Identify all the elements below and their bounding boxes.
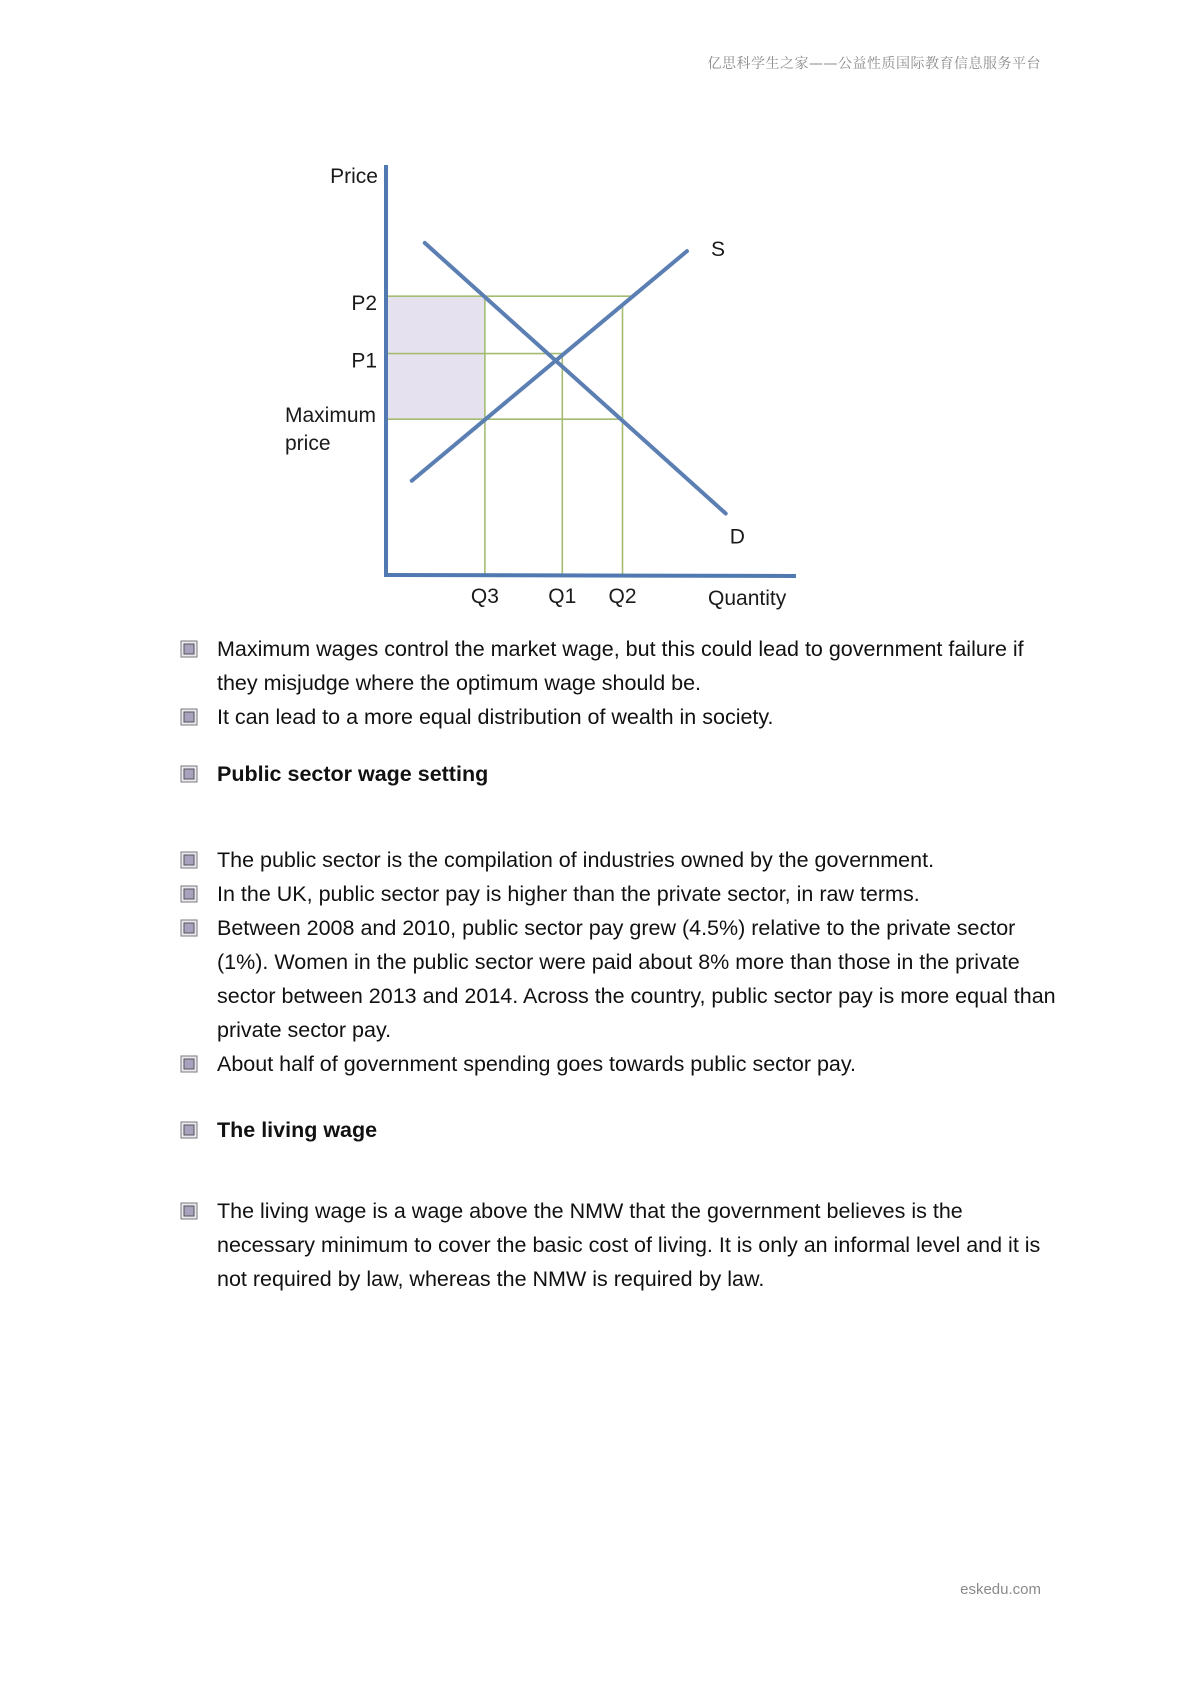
list-item: [180, 1047, 1060, 1081]
price-level-label: P2: [351, 292, 377, 316]
bullet-icon: [180, 885, 198, 903]
list-item: [180, 1194, 1060, 1296]
list-item: [180, 911, 1060, 1047]
section-heading: [180, 1113, 1060, 1147]
bullet-icon: [180, 640, 198, 658]
bullet-icon: [180, 708, 198, 726]
list-item: [180, 843, 1060, 877]
heading-text: The living wage: [217, 1118, 378, 1142]
list-item: [180, 700, 1060, 734]
bullet-icon: [180, 1202, 198, 1220]
supply-label: S: [711, 238, 726, 262]
quantity-axis: [384, 575, 796, 576]
bullet-icon: [180, 919, 198, 937]
list-item: [180, 877, 1060, 911]
bullet-text: The public sector is the compilation of industries owned by the government.: [217, 848, 935, 872]
bullet-icon: [180, 851, 198, 869]
bullet-text: About half of government spending goes towards public sector pay.: [217, 1052, 857, 1076]
section-1: [180, 632, 1060, 734]
quantity-level-label: Q3: [470, 585, 499, 608]
price-level-label: P1: [351, 349, 377, 373]
page-header: 亿思科学生之家——公益性质国际教育信息服务平台: [707, 56, 1041, 72]
page-footer: eskedu.com: [960, 1581, 1041, 1598]
section-heading: [180, 757, 1060, 791]
section-3-heading: [180, 1113, 1060, 1147]
max-price-diagram: [285, 155, 870, 665]
section-2-heading: [180, 757, 1060, 791]
shaded-region: [386, 296, 485, 419]
section-2: [180, 843, 1060, 1081]
heading-text: Public sector wage setting: [217, 762, 489, 786]
bullet-text: In the UK, public sector pay is higher than the private sector, in raw terms.: [217, 882, 920, 906]
quantity-level-label: Q1: [548, 585, 577, 608]
bullet-icon: [180, 1055, 198, 1073]
bullet-text: The living wage is a wage above the NMW that the government believes is the necessary minimum to cover the basic cost of living. It is only an informal level and it is not required by law, whereas the NMW is required by law.: [217, 1199, 1041, 1291]
bullet-text: It can lead to a more equal distribution of wealth in society.: [217, 705, 774, 729]
section-3: [180, 1194, 1060, 1296]
demand-label: D: [729, 525, 745, 549]
max-price-label: Maximum price: [285, 404, 377, 456]
x-axis-title: Quantity: [708, 587, 787, 610]
bullet-icon: [180, 765, 198, 783]
bullet-text: Maximum wages control the market wage, but this could lead to government failure if they misjudge where the optimum wage should be.: [217, 637, 1024, 695]
y-axis-title: Price: [330, 165, 378, 188]
list-item: [180, 632, 1060, 700]
quantity-level-label: Q2: [608, 585, 637, 608]
bullet-icon: [180, 1121, 198, 1139]
bullet-text: Between 2008 and 2010, public sector pay grew (4.5%) relative to the private sector (1%). Women in the public sector were paid about 8% more than those in the private sector between 2013 and 2014. Across the country, public sector pay is more equal than private sector pay.: [217, 916, 1056, 1042]
chart-labels: [285, 165, 787, 610]
